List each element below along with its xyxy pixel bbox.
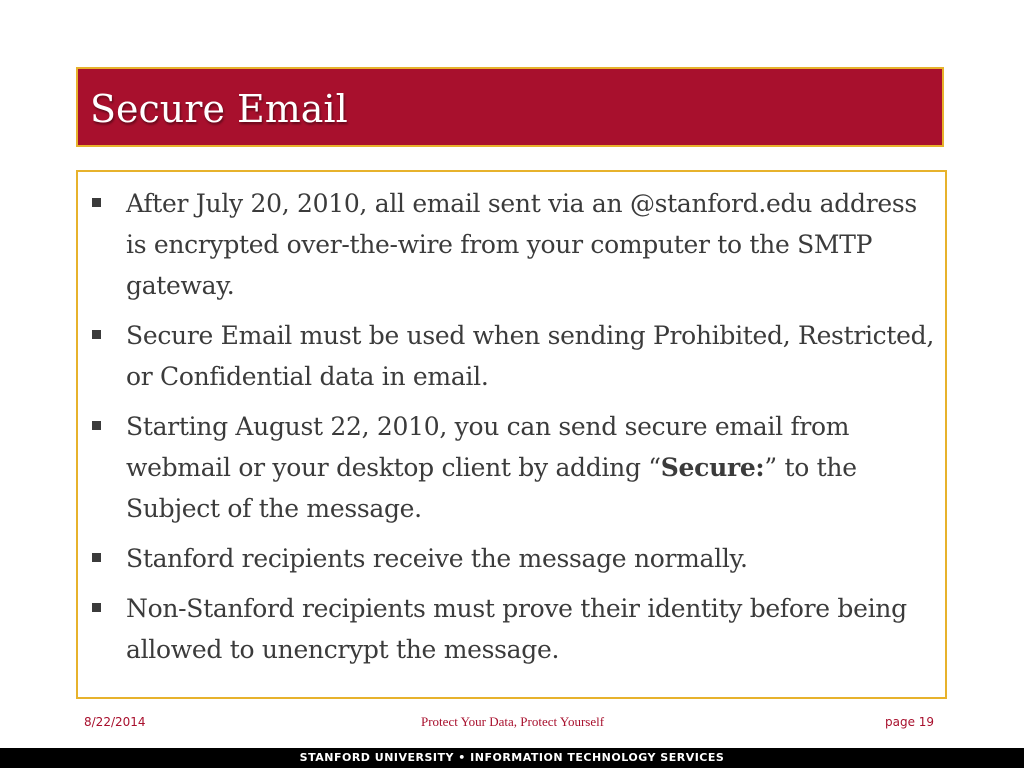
bullet-text-before: Starting August 22, 2010, you can send secure email from webmail or your desktop client by adding “ xyxy=(126,412,850,482)
page-number: page 19 xyxy=(885,715,935,729)
bullet-list xyxy=(78,183,945,679)
content-box xyxy=(76,170,947,699)
square-bullet-icon xyxy=(92,553,101,562)
slide-title: Secure Email xyxy=(90,87,348,131)
bullet-item-1 xyxy=(78,183,945,306)
bullet-text: Stanford recipients receive the message normally. xyxy=(126,544,748,573)
bullet-item-3 xyxy=(78,406,945,529)
bullet-item-5 xyxy=(78,588,945,670)
bullet-text: Non-Stanford recipients must prove their identity before being allowed to unencrypt the message. xyxy=(126,594,907,664)
title-bar xyxy=(76,67,944,147)
footer-date: 8/22/2014 xyxy=(84,715,146,729)
square-bullet-icon xyxy=(92,603,101,612)
bullet-text-bold: Secure: xyxy=(660,453,765,482)
bullet-item-2 xyxy=(78,315,945,397)
footer-title: Protect Your Data, Protect Yourself xyxy=(421,714,605,729)
square-bullet-icon xyxy=(92,330,101,339)
bullet-text: Secure Email must be used when sending Prohibited, Restricted, or Confidential data in email. xyxy=(126,321,934,391)
bullet-item-4 xyxy=(78,538,945,579)
square-bullet-icon xyxy=(92,198,101,207)
bottom-bar xyxy=(0,748,1024,768)
bullet-text-after: ” to the Subject of the message. xyxy=(126,453,857,523)
bottom-bar-label: STANFORD UNIVERSITY • INFORMATION TECHNOLOGY SERVICES xyxy=(299,751,725,764)
bullet-text: After July 20, 2010, all email sent via an @stanford.edu address is encrypted over-the-wire from your computer to the SMTP gateway. xyxy=(126,189,917,300)
square-bullet-icon xyxy=(92,421,101,430)
